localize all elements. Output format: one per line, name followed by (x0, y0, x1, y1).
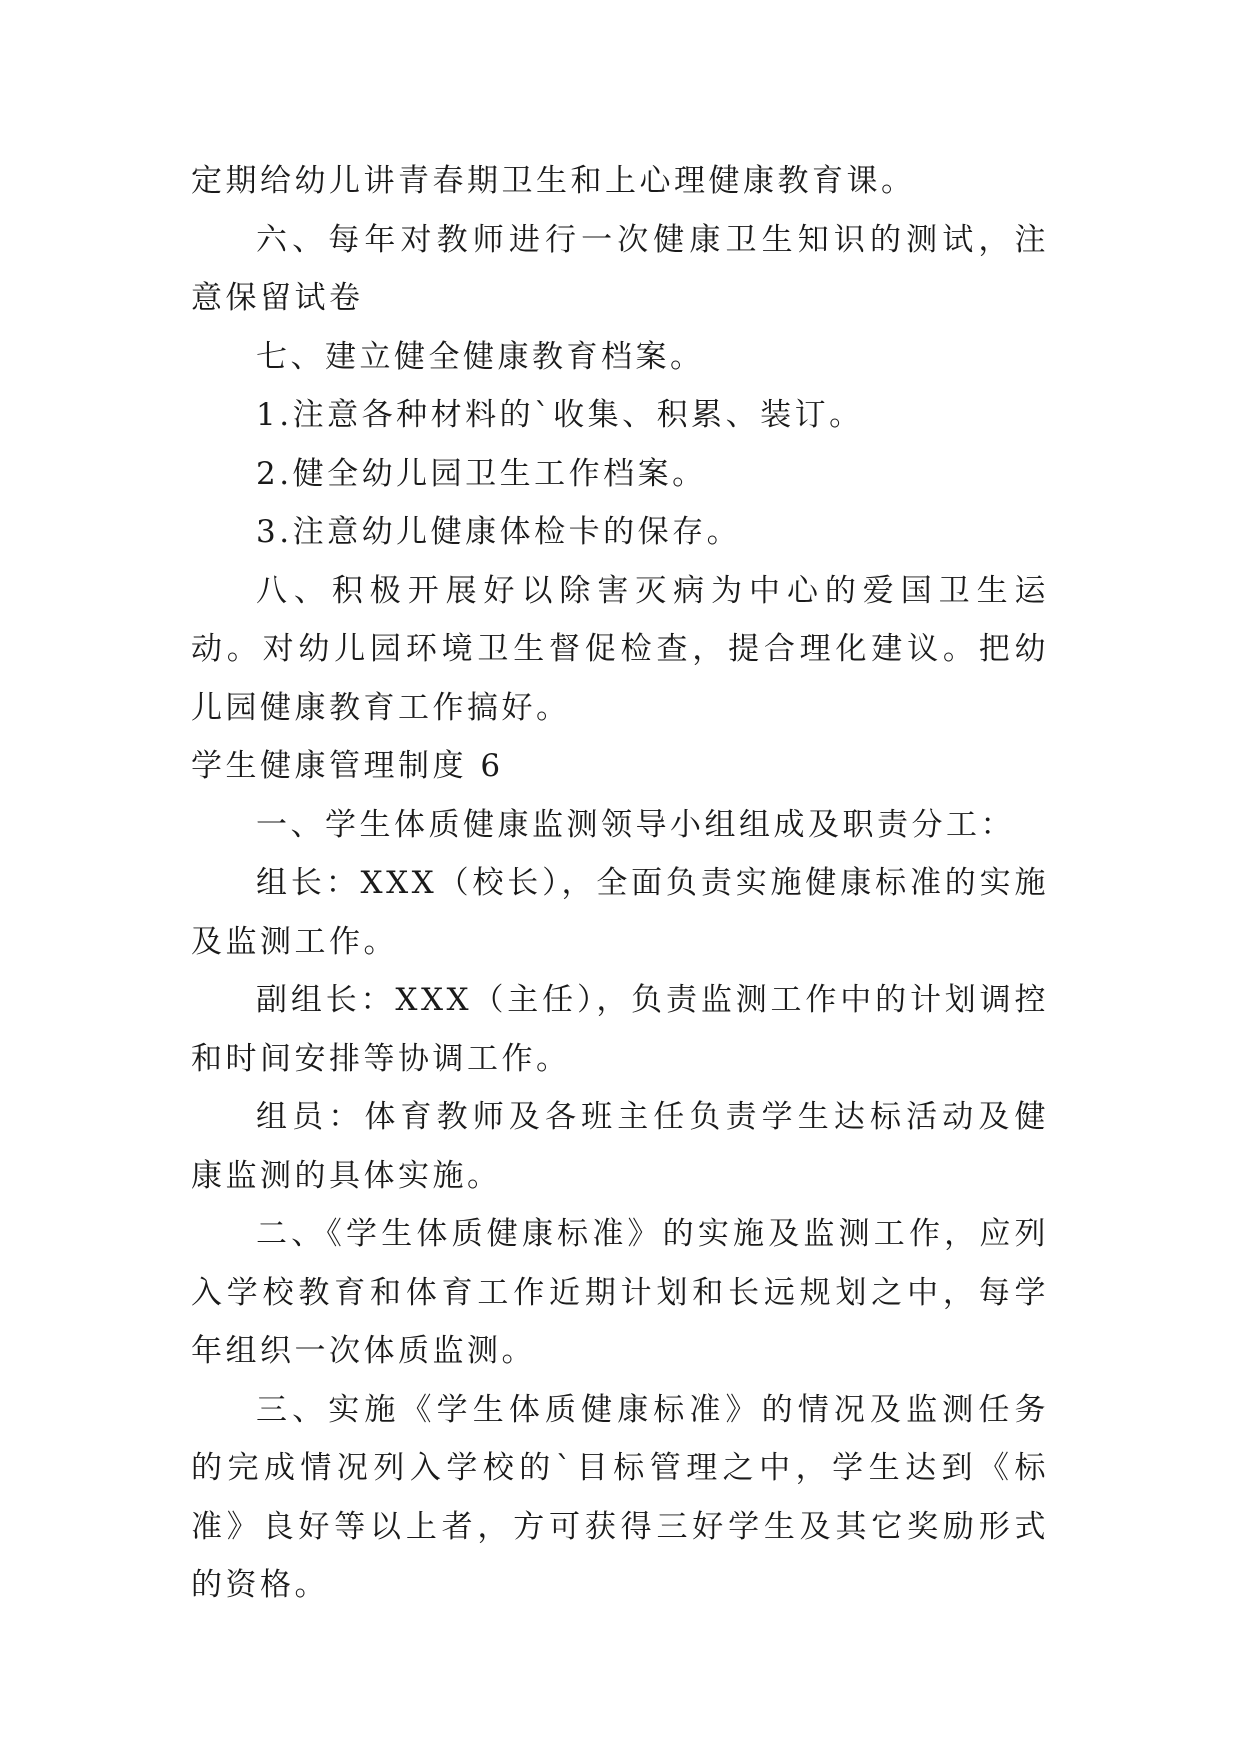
paragraph-item-8: 八、积极开展好以除害灭病为中心的爱国卫生运动。对幼儿园环境卫生督促检查，提合理化建议。把幼儿园健康教育工作搞好。 (191, 572, 1049, 726)
paragraph-item-6: 六、每年对教师进行一次健康卫生知识的测试，注意保留试卷 (191, 221, 1049, 316)
paragraph-team-leader: 组长：XXX（校长），全面负责实施健康标准的实施及监测工作。 (191, 865, 1049, 960)
paragraph-subitem-1: 1.注意各种材料的`收集、积累、装订。 (256, 397, 864, 433)
paragraph-team-members: 组员：体育教师及各班主任负责学生达标活动及健康监测的具体实施。 (191, 1099, 1049, 1194)
section-heading: 学生健康管理制度 6 (191, 748, 504, 784)
paragraph-section-3: 三、实施《学生体质健康标准》的情况及监测任务的完成情况列入学校的`目标管理之中，学生达到《标准》良好等以上者，方可获得三好学生及其它奖励形式的资格。 (191, 1391, 1049, 1603)
paragraph-subitem-3: 3.注意幼儿健康体检卡的保存。 (256, 514, 742, 550)
paragraph-deputy-leader: 副组长：XXX（主任），负责监测工作中的计划调控和时间安排等协调工作。 (191, 982, 1049, 1077)
paragraph-section-1: 一、学生体质健康监测领导小组组成及职责分工： (256, 806, 1015, 843)
paragraph-item-7: 七、建立健全健康教育档案。 (256, 338, 705, 375)
document-body (191, 152, 1049, 1615)
paragraph-continued: 定期给幼儿讲青春期卫生和上心理健康教育课。 (191, 163, 916, 199)
paragraph-section-2: 二、《学生体质健康标准》的实施及监测工作，应列入学校教育和体育工作近期计划和长远规划之中，每学年组织一次体质监测。 (191, 1216, 1049, 1369)
paragraph-subitem-2: 2.健全幼儿园卫生工作档案。 (256, 455, 707, 492)
